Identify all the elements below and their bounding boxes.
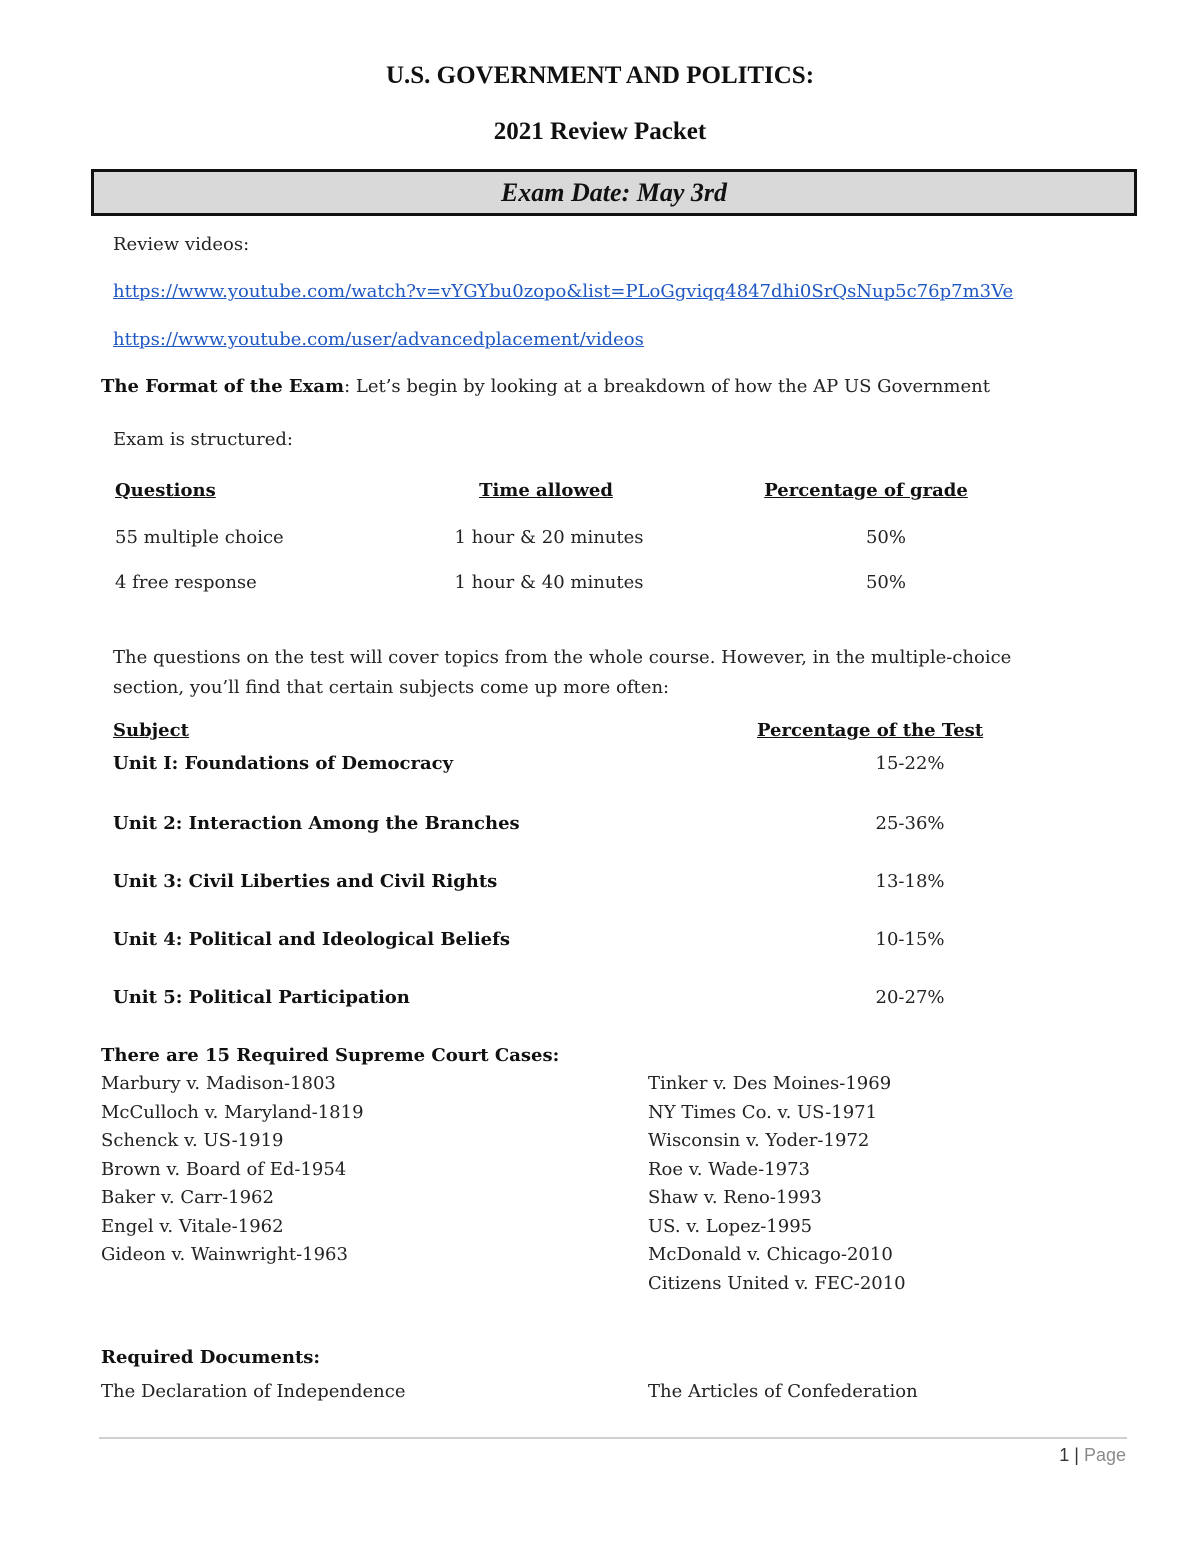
cases-list-right xyxy=(648,1070,906,1298)
case-item: Baker v. Carr-1962 xyxy=(101,1187,274,1208)
subject-unit-2: Unit 2: Interaction Among the Branches xyxy=(113,813,520,834)
subject-unit-2-percentage: 25-36% xyxy=(875,813,945,834)
subject-unit-4-percentage: 10-15% xyxy=(875,929,945,950)
cases-heading: There are 15 Required Supreme Court Cases: xyxy=(101,1045,560,1066)
exam-format-label: The Format of the Exam xyxy=(101,376,345,397)
format-row-1-time: 1 hour & 20 minutes xyxy=(454,527,644,548)
exam-date-banner xyxy=(91,169,1137,216)
case-item: Tinker v. Des Moines-1969 xyxy=(648,1073,892,1094)
case-item: Engel v. Vitale-1962 xyxy=(101,1215,284,1237)
footer-divider xyxy=(99,1437,1127,1439)
documents-heading: Required Documents: xyxy=(101,1347,321,1368)
format-row-2-questions: 4 free response xyxy=(115,572,257,593)
subjects-intro-line-2: section, you’ll find that certain subjects come up more often: xyxy=(113,677,670,698)
review-video-link-2[interactable]: https://www.youtube.com/user/advancedplacement/videos xyxy=(113,329,644,350)
format-row-2-time: 1 hour & 40 minutes xyxy=(454,572,644,593)
cases-list-left xyxy=(101,1070,364,1270)
case-item: Roe v. Wade-1973 xyxy=(648,1158,810,1180)
format-header-percentage: Percentage of grade xyxy=(764,480,968,501)
page-footer xyxy=(1040,1445,1126,1466)
format-header-time: Time allowed xyxy=(479,480,613,501)
page-number: 1 xyxy=(1059,1445,1070,1465)
case-item: Gideon v. Wainwright-1963 xyxy=(101,1244,348,1265)
document-title: U.S. GOVERNMENT AND POLITICS: xyxy=(385,62,815,89)
exam-format-intro xyxy=(101,376,990,397)
page-separator: | xyxy=(1074,1445,1079,1465)
case-item: McCulloch v. Maryland-1819 xyxy=(101,1101,364,1123)
exam-format-intro-text: : Let’s begin by looking at a breakdown of how the AP US Government xyxy=(344,376,990,397)
case-item: Marbury v. Madison-1803 xyxy=(101,1073,336,1094)
page-label: Page xyxy=(1083,1445,1126,1465)
subject-unit-1-percentage: 15-22% xyxy=(875,753,945,774)
case-item: US. v. Lopez-1995 xyxy=(648,1215,813,1237)
format-header-questions: Questions xyxy=(115,480,216,501)
case-item: Citizens United v. FEC-2010 xyxy=(648,1272,906,1294)
format-row-1-questions: 55 multiple choice xyxy=(115,527,284,548)
format-row-2-percentage: 50% xyxy=(865,572,906,593)
subjects-intro-line-1: The questions on the test will cover topics from the whole course. However, in the multiple-choice xyxy=(113,647,1012,668)
subjects-header-subject: Subject xyxy=(113,720,189,741)
subject-unit-4: Unit 4: Political and Ideological Beliefs xyxy=(113,929,510,950)
document-subtitle: 2021 Review Packet xyxy=(493,118,707,145)
subject-unit-1: Unit I: Foundations of Democracy xyxy=(113,753,454,774)
subject-unit-5: Unit 5: Political Participation xyxy=(113,987,410,1008)
case-item: Wisconsin v. Yoder-1972 xyxy=(648,1130,870,1151)
subject-unit-5-percentage: 20-27% xyxy=(875,987,945,1008)
case-item: NY Times Co. v. US-1971 xyxy=(648,1101,878,1123)
case-item: Brown v. Board of Ed-1954 xyxy=(101,1158,347,1180)
format-row-1-percentage: 50% xyxy=(865,527,906,548)
case-item: McDonald v. Chicago-2010 xyxy=(648,1244,893,1265)
subject-unit-3-percentage: 13-18% xyxy=(875,871,945,892)
review-video-link-1[interactable]: https://www.youtube.com/watch?v=vYGYbu0zopo&list=PLoGgviqq4847dhi0SrQsNup5c76p7m3Ve xyxy=(113,281,1014,302)
document-item-left: The Declaration of Independence xyxy=(101,1381,406,1402)
document-item-right: The Articles of Confederation xyxy=(648,1381,918,1402)
case-item: Shaw v. Reno-1993 xyxy=(648,1187,822,1208)
subjects-header-percentage: Percentage of the Test xyxy=(757,720,984,741)
exam-date-text: Exam Date: May 3rd xyxy=(500,178,728,207)
exam-format-intro-continued: Exam is structured: xyxy=(113,429,293,450)
subject-unit-3: Unit 3: Civil Liberties and Civil Rights xyxy=(113,871,498,892)
case-item: Schenck v. US-1919 xyxy=(101,1130,284,1151)
review-videos-label: Review videos: xyxy=(113,234,250,255)
